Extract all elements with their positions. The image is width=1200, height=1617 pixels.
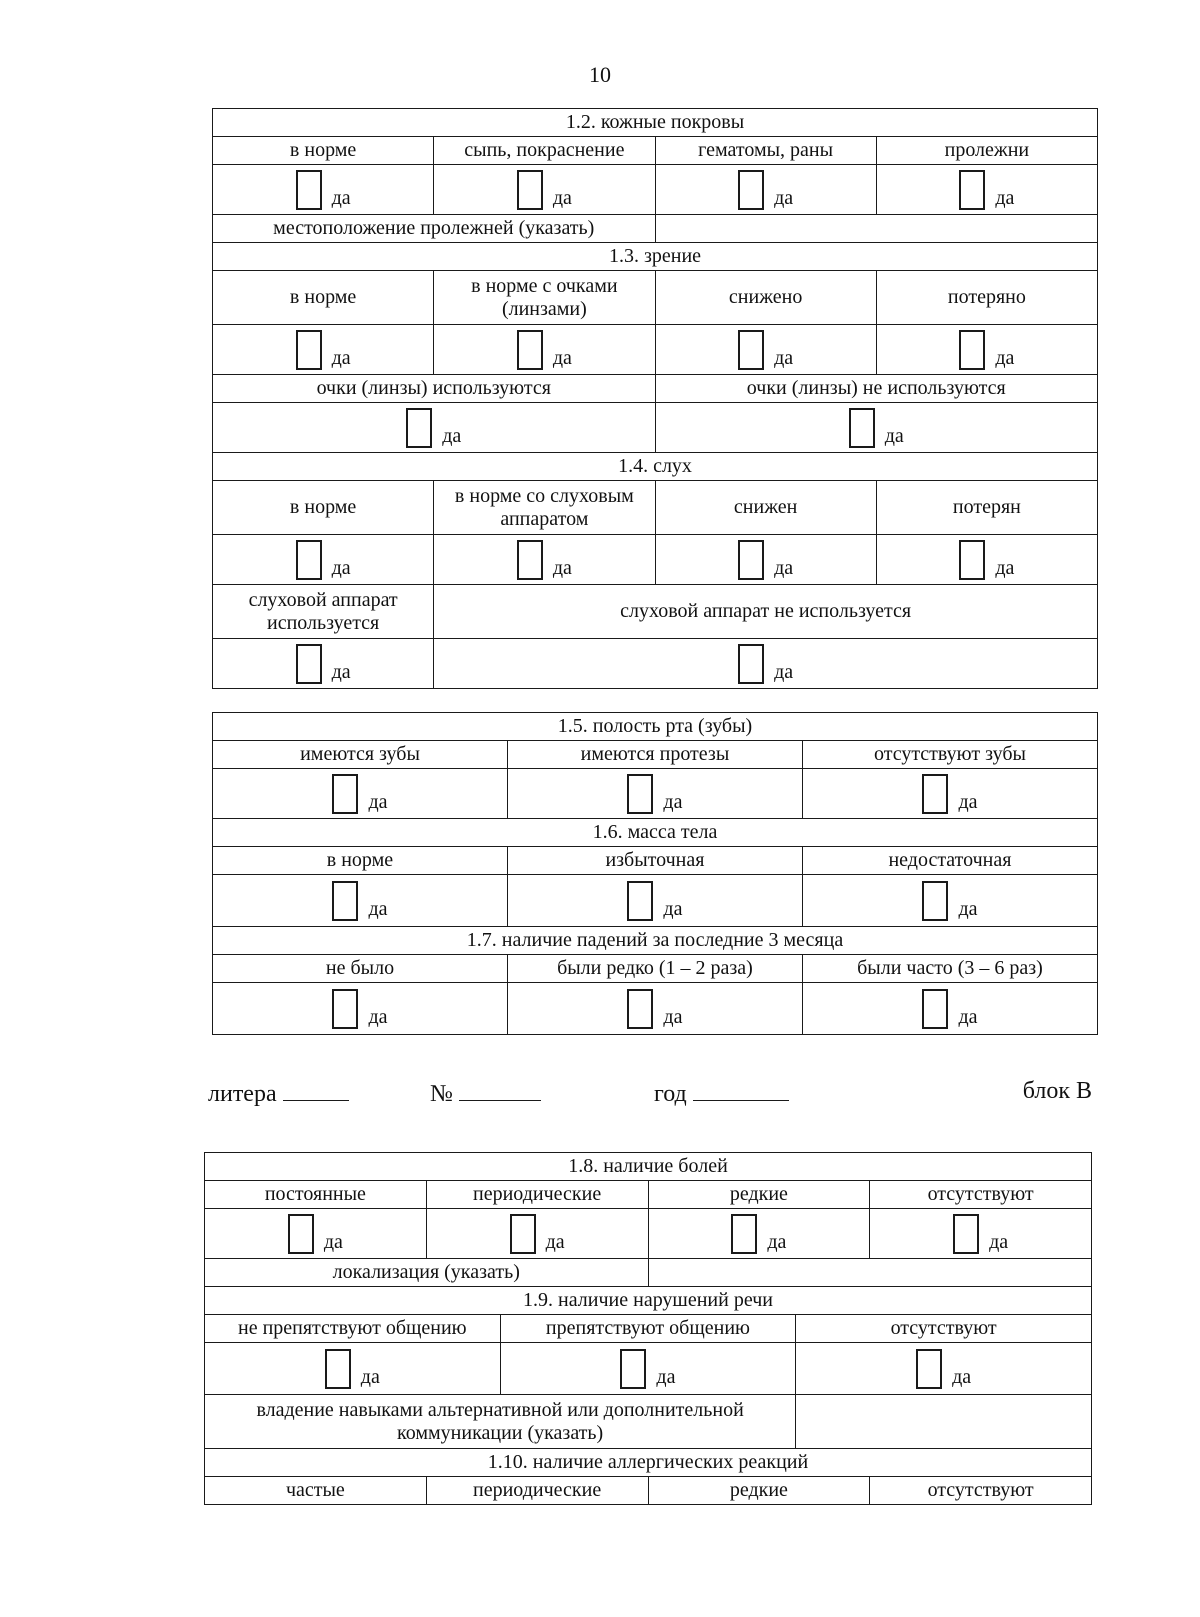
glasses-used-label: очки (линзы) используются [213, 375, 656, 403]
checkbox-speech-hindering[interactable] [620, 1349, 646, 1389]
checkbox-skin-bedsores[interactable] [959, 170, 985, 210]
yes-label: да [360, 1365, 380, 1388]
checkbox-teeth-absent[interactable] [922, 774, 948, 814]
option-label: были редко (1 – 2 раза) [507, 955, 802, 983]
yes-label: да [552, 346, 572, 369]
checkbox-falls-none[interactable] [332, 989, 358, 1029]
yes-label: да [774, 186, 794, 209]
pain-localization-input[interactable] [648, 1259, 1092, 1287]
yes-label: да [442, 424, 462, 447]
checkbox-pain-rare[interactable] [731, 1214, 757, 1254]
option-label: отсутствуют зубы [802, 741, 1097, 769]
number-field[interactable] [459, 1078, 541, 1101]
checkbox-glasses-not-used[interactable] [849, 408, 875, 448]
option-label: отсутствуют [870, 1181, 1092, 1209]
option-label: избыточная [507, 847, 802, 875]
yes-label: да [774, 660, 794, 683]
option-label: в норме [213, 271, 434, 325]
alt-communication-input[interactable] [796, 1395, 1092, 1449]
year-label: год [654, 1081, 687, 1107]
yes-label: да [368, 790, 388, 813]
yes-label: да [331, 556, 351, 579]
yes-label: да [552, 556, 572, 579]
yes-label: да [958, 897, 978, 920]
document-meta-line [204, 1078, 1092, 1118]
option-label: имеются зубы [213, 741, 508, 769]
yes-label: да [368, 897, 388, 920]
checkbox-weight-excess[interactable] [627, 881, 653, 921]
option-label: пролежни [876, 137, 1097, 165]
checkbox-dentures[interactable] [627, 774, 653, 814]
yes-label: да [331, 660, 351, 683]
checkbox-vision-glasses[interactable] [517, 330, 543, 370]
option-label: редкие [648, 1477, 870, 1505]
checkbox-falls-frequent[interactable] [922, 989, 948, 1029]
section-title-weight: 1.6. масса тела [213, 819, 1098, 847]
litera-label: литера [208, 1081, 277, 1107]
option-label: в норме [213, 481, 434, 535]
pain-localization-label: локализация (указать) [205, 1259, 649, 1287]
bedsore-location-input[interactable] [655, 215, 1098, 243]
option-label: в норме [213, 847, 508, 875]
option-label: отсутствуют [796, 1315, 1092, 1343]
yes-label: да [958, 1005, 978, 1028]
alt-communication-label: владение навыками альтернативной или дополнительной коммуникации (указать) [205, 1395, 796, 1449]
yes-label: да [958, 790, 978, 813]
checkbox-skin-rash[interactable] [517, 170, 543, 210]
checkbox-vision-lost[interactable] [959, 330, 985, 370]
yes-label: да [995, 556, 1015, 579]
section-title-hearing: 1.4. слух [213, 453, 1098, 481]
section-title-oral: 1.5. полость рта (зубы) [213, 713, 1098, 741]
option-label: недостаточная [802, 847, 1097, 875]
yes-label: да [952, 1365, 972, 1388]
option-label: сыпь, покраснение [434, 137, 655, 165]
yes-label: да [331, 346, 351, 369]
option-label: в норме со слуховым аппаратом [434, 481, 655, 535]
checkbox-skin-bruises[interactable] [738, 170, 764, 210]
yes-label: да [767, 1230, 787, 1253]
checkbox-hearing-aid-used[interactable] [296, 644, 322, 684]
hearing-aid-not-used-label: слуховой аппарат не используется [434, 585, 1098, 639]
checkbox-pain-periodic[interactable] [510, 1214, 536, 1254]
glasses-not-used-label: очки (линзы) не используются [655, 375, 1098, 403]
checkbox-hearing-aid[interactable] [517, 540, 543, 580]
page-number: 10 [589, 62, 611, 87]
section-title-falls: 1.7. наличие падений за последние 3 месяца [213, 927, 1098, 955]
yes-label: да [774, 556, 794, 579]
option-label: потерян [876, 481, 1097, 535]
health-form-table-bottom-2 [204, 1286, 1092, 1449]
yes-label: да [995, 186, 1015, 209]
checkbox-hearing-normal[interactable] [296, 540, 322, 580]
option-label: не препятствуют общению [205, 1315, 501, 1343]
yes-label: да [884, 424, 904, 447]
number-label: № [430, 1081, 453, 1107]
yes-label: да [663, 790, 683, 813]
checkbox-pain-constant[interactable] [288, 1214, 314, 1254]
checkbox-vision-normal[interactable] [296, 330, 322, 370]
hearing-aid-used-label: слуховой аппарат используется [213, 585, 434, 639]
option-label: снижено [655, 271, 876, 325]
yes-label: да [552, 186, 572, 209]
health-form-table-top [212, 108, 1098, 689]
option-label: периодические [426, 1181, 648, 1209]
option-label: в норме [213, 137, 434, 165]
checkbox-speech-not-hindering[interactable] [325, 1349, 351, 1389]
yes-label: да [331, 186, 351, 209]
option-label: были часто (3 – 6 раз) [802, 955, 1097, 983]
section-title-vision: 1.3. зрение [213, 243, 1098, 271]
option-label: редкие [648, 1181, 870, 1209]
yes-label: да [663, 897, 683, 920]
section-title-pain: 1.8. наличие болей [205, 1153, 1092, 1181]
option-label: препятствуют общению [500, 1315, 796, 1343]
block-label: блок В [1022, 1078, 1092, 1104]
yes-label: да [323, 1230, 343, 1253]
yes-label: да [545, 1230, 565, 1253]
health-form-table-top-2 [212, 712, 1098, 1035]
option-label: частые [205, 1477, 427, 1505]
checkbox-hearing-lost[interactable] [959, 540, 985, 580]
option-label: постоянные [205, 1181, 427, 1209]
option-label: гематомы, раны [655, 137, 876, 165]
checkbox-weight-insufficient[interactable] [922, 881, 948, 921]
litera-field[interactable] [283, 1078, 349, 1101]
health-form-table-bottom-3 [204, 1448, 1092, 1505]
option-label: в норме с очками (линзами) [434, 271, 655, 325]
section-title-speech: 1.9. наличие нарушений речи [205, 1287, 1092, 1315]
checkbox-hearing-reduced[interactable] [738, 540, 764, 580]
checkbox-glasses-used[interactable] [406, 408, 432, 448]
option-label: снижен [655, 481, 876, 535]
yes-label: да [663, 1005, 683, 1028]
option-label: потеряно [876, 271, 1097, 325]
checkbox-skin-normal[interactable] [296, 170, 322, 210]
option-label: не было [213, 955, 508, 983]
checkbox-pain-absent[interactable] [953, 1214, 979, 1254]
yes-label: да [368, 1005, 388, 1028]
year-field[interactable] [693, 1078, 789, 1101]
section-title-allergy: 1.10. наличие аллергических реакций [205, 1449, 1092, 1477]
option-label: отсутствуют [870, 1477, 1092, 1505]
section-title-skin: 1.2. кожные покровы [213, 109, 1098, 137]
checkbox-teeth-present[interactable] [332, 774, 358, 814]
checkbox-hearing-aid-not-used[interactable] [738, 644, 764, 684]
yes-label: да [774, 346, 794, 369]
checkbox-speech-absent[interactable] [916, 1349, 942, 1389]
checkbox-vision-reduced[interactable] [738, 330, 764, 370]
checkbox-weight-normal[interactable] [332, 881, 358, 921]
option-label: периодические [426, 1477, 648, 1505]
yes-label: да [995, 346, 1015, 369]
health-form-table-bottom [204, 1152, 1092, 1287]
option-label: имеются протезы [507, 741, 802, 769]
bedsore-location-label: местоположение пролежней (указать) [213, 215, 656, 243]
yes-label: да [656, 1365, 676, 1388]
checkbox-falls-rare[interactable] [627, 989, 653, 1029]
yes-label: да [989, 1230, 1009, 1253]
